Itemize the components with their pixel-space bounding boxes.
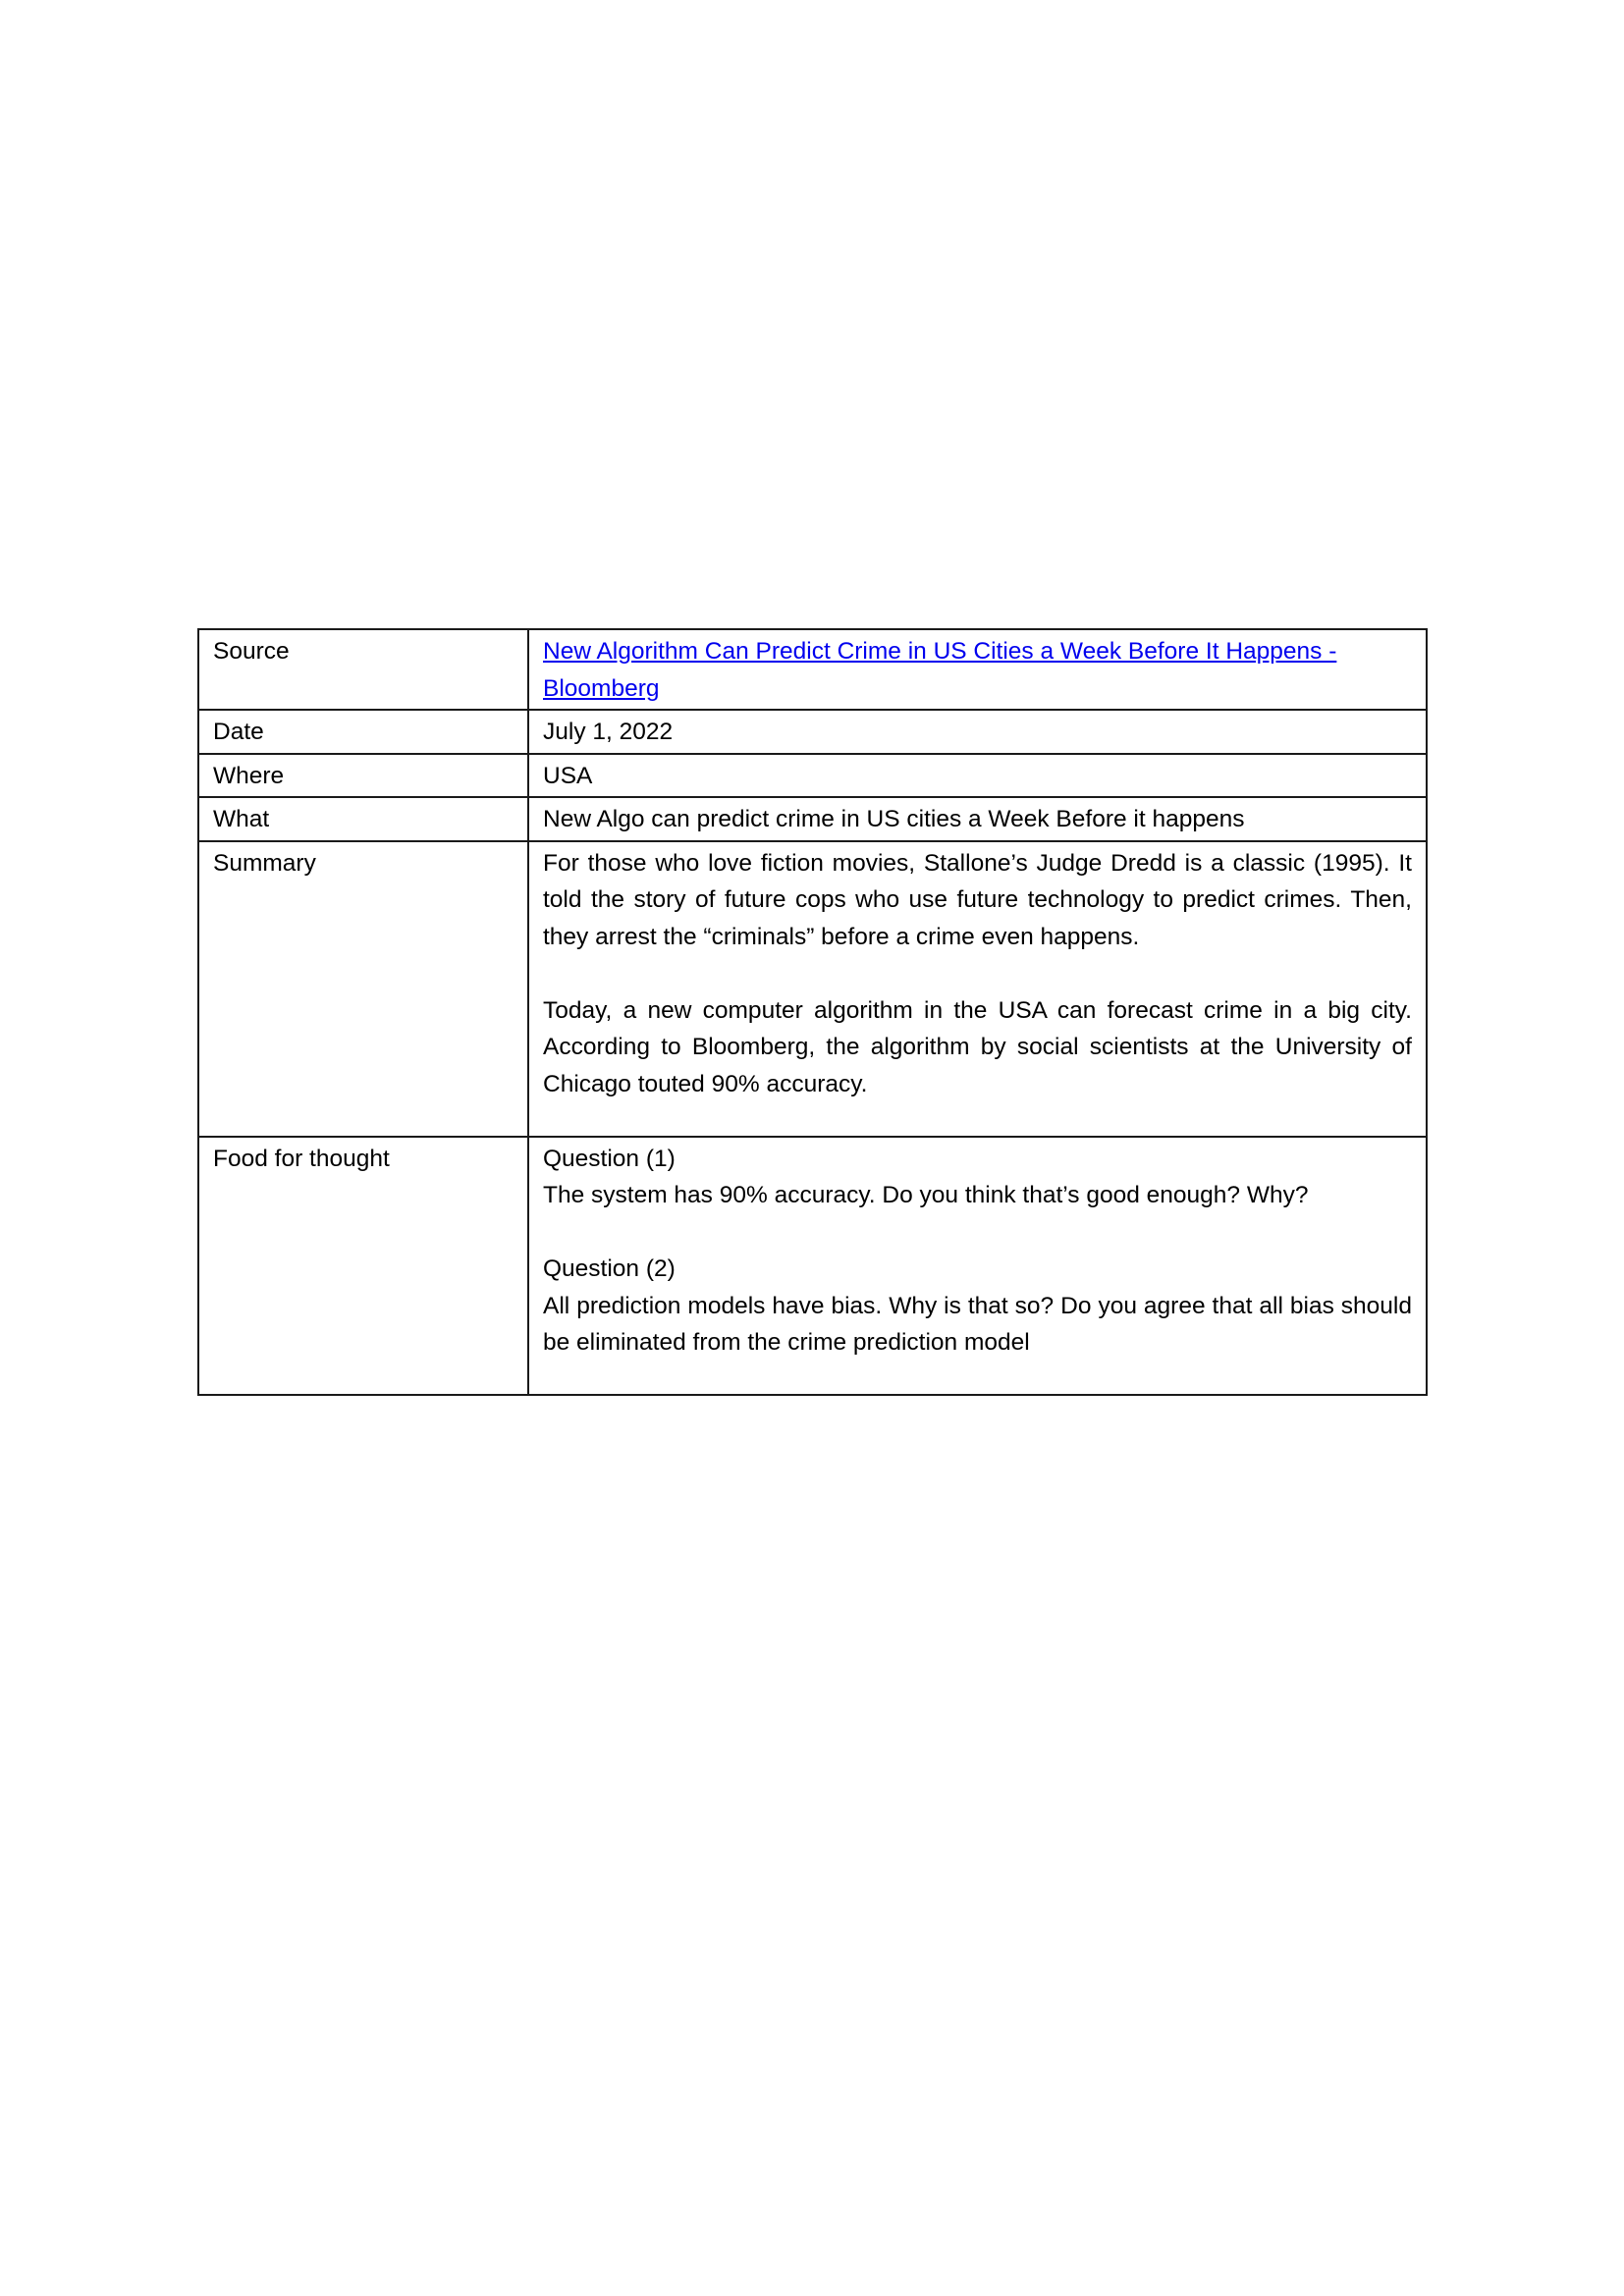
row-label-date: Date bbox=[198, 710, 528, 754]
row-label-food-for-thought: Food for thought bbox=[198, 1137, 528, 1395]
table-row-food-for-thought bbox=[198, 1137, 1427, 1395]
table-row-date bbox=[198, 710, 1427, 754]
row-value-what: New Algo can predict crime in US cities a Week Before it happens bbox=[528, 797, 1427, 841]
row-label-what: What bbox=[198, 797, 528, 841]
row-value-date: July 1, 2022 bbox=[528, 710, 1427, 754]
question-1-text: The system has 90% accuracy. Do you think that’s good enough? Why? bbox=[543, 1182, 1309, 1208]
table-row-where bbox=[198, 754, 1427, 798]
question-1-title: Question (1) bbox=[543, 1145, 676, 1172]
summary-paragraph-1: For those who love fiction movies, Stallone’s Judge Dredd is a classic (1995). It told the story of future cops who use future technology to predict crimes. Then, they arrest the “criminals” before a crime even happens. bbox=[543, 849, 1412, 950]
row-value-food-for-thought bbox=[528, 1137, 1427, 1395]
article-summary-table bbox=[197, 628, 1428, 1396]
table-row-source bbox=[198, 629, 1427, 710]
row-label-summary: Summary bbox=[198, 841, 528, 1137]
source-link[interactable]: New Algorithm Can Predict Crime in US Cities a Week Before It Happens - Bloomberg bbox=[543, 638, 1337, 702]
question-2-text: All prediction models have bias. Why is that so? Do you agree that all bias should be eliminated from the crime prediction model bbox=[543, 1292, 1412, 1356]
row-label-source: Source bbox=[198, 629, 528, 710]
summary-paragraph-2: Today, a new computer algorithm in the USA can forecast crime in a big city. According to Bloomberg, the algorithm by social scientists at the University of Chicago touted 90% accuracy. bbox=[543, 996, 1412, 1097]
table-row-what bbox=[198, 797, 1427, 841]
table-row-summary bbox=[198, 841, 1427, 1137]
row-label-where: Where bbox=[198, 754, 528, 798]
row-value-where: USA bbox=[528, 754, 1427, 798]
paragraph-spacer bbox=[543, 955, 1412, 992]
question-2-title: Question (2) bbox=[543, 1255, 676, 1282]
row-value-source bbox=[528, 629, 1427, 710]
row-value-summary bbox=[528, 841, 1427, 1137]
paragraph-spacer bbox=[543, 1214, 1412, 1252]
